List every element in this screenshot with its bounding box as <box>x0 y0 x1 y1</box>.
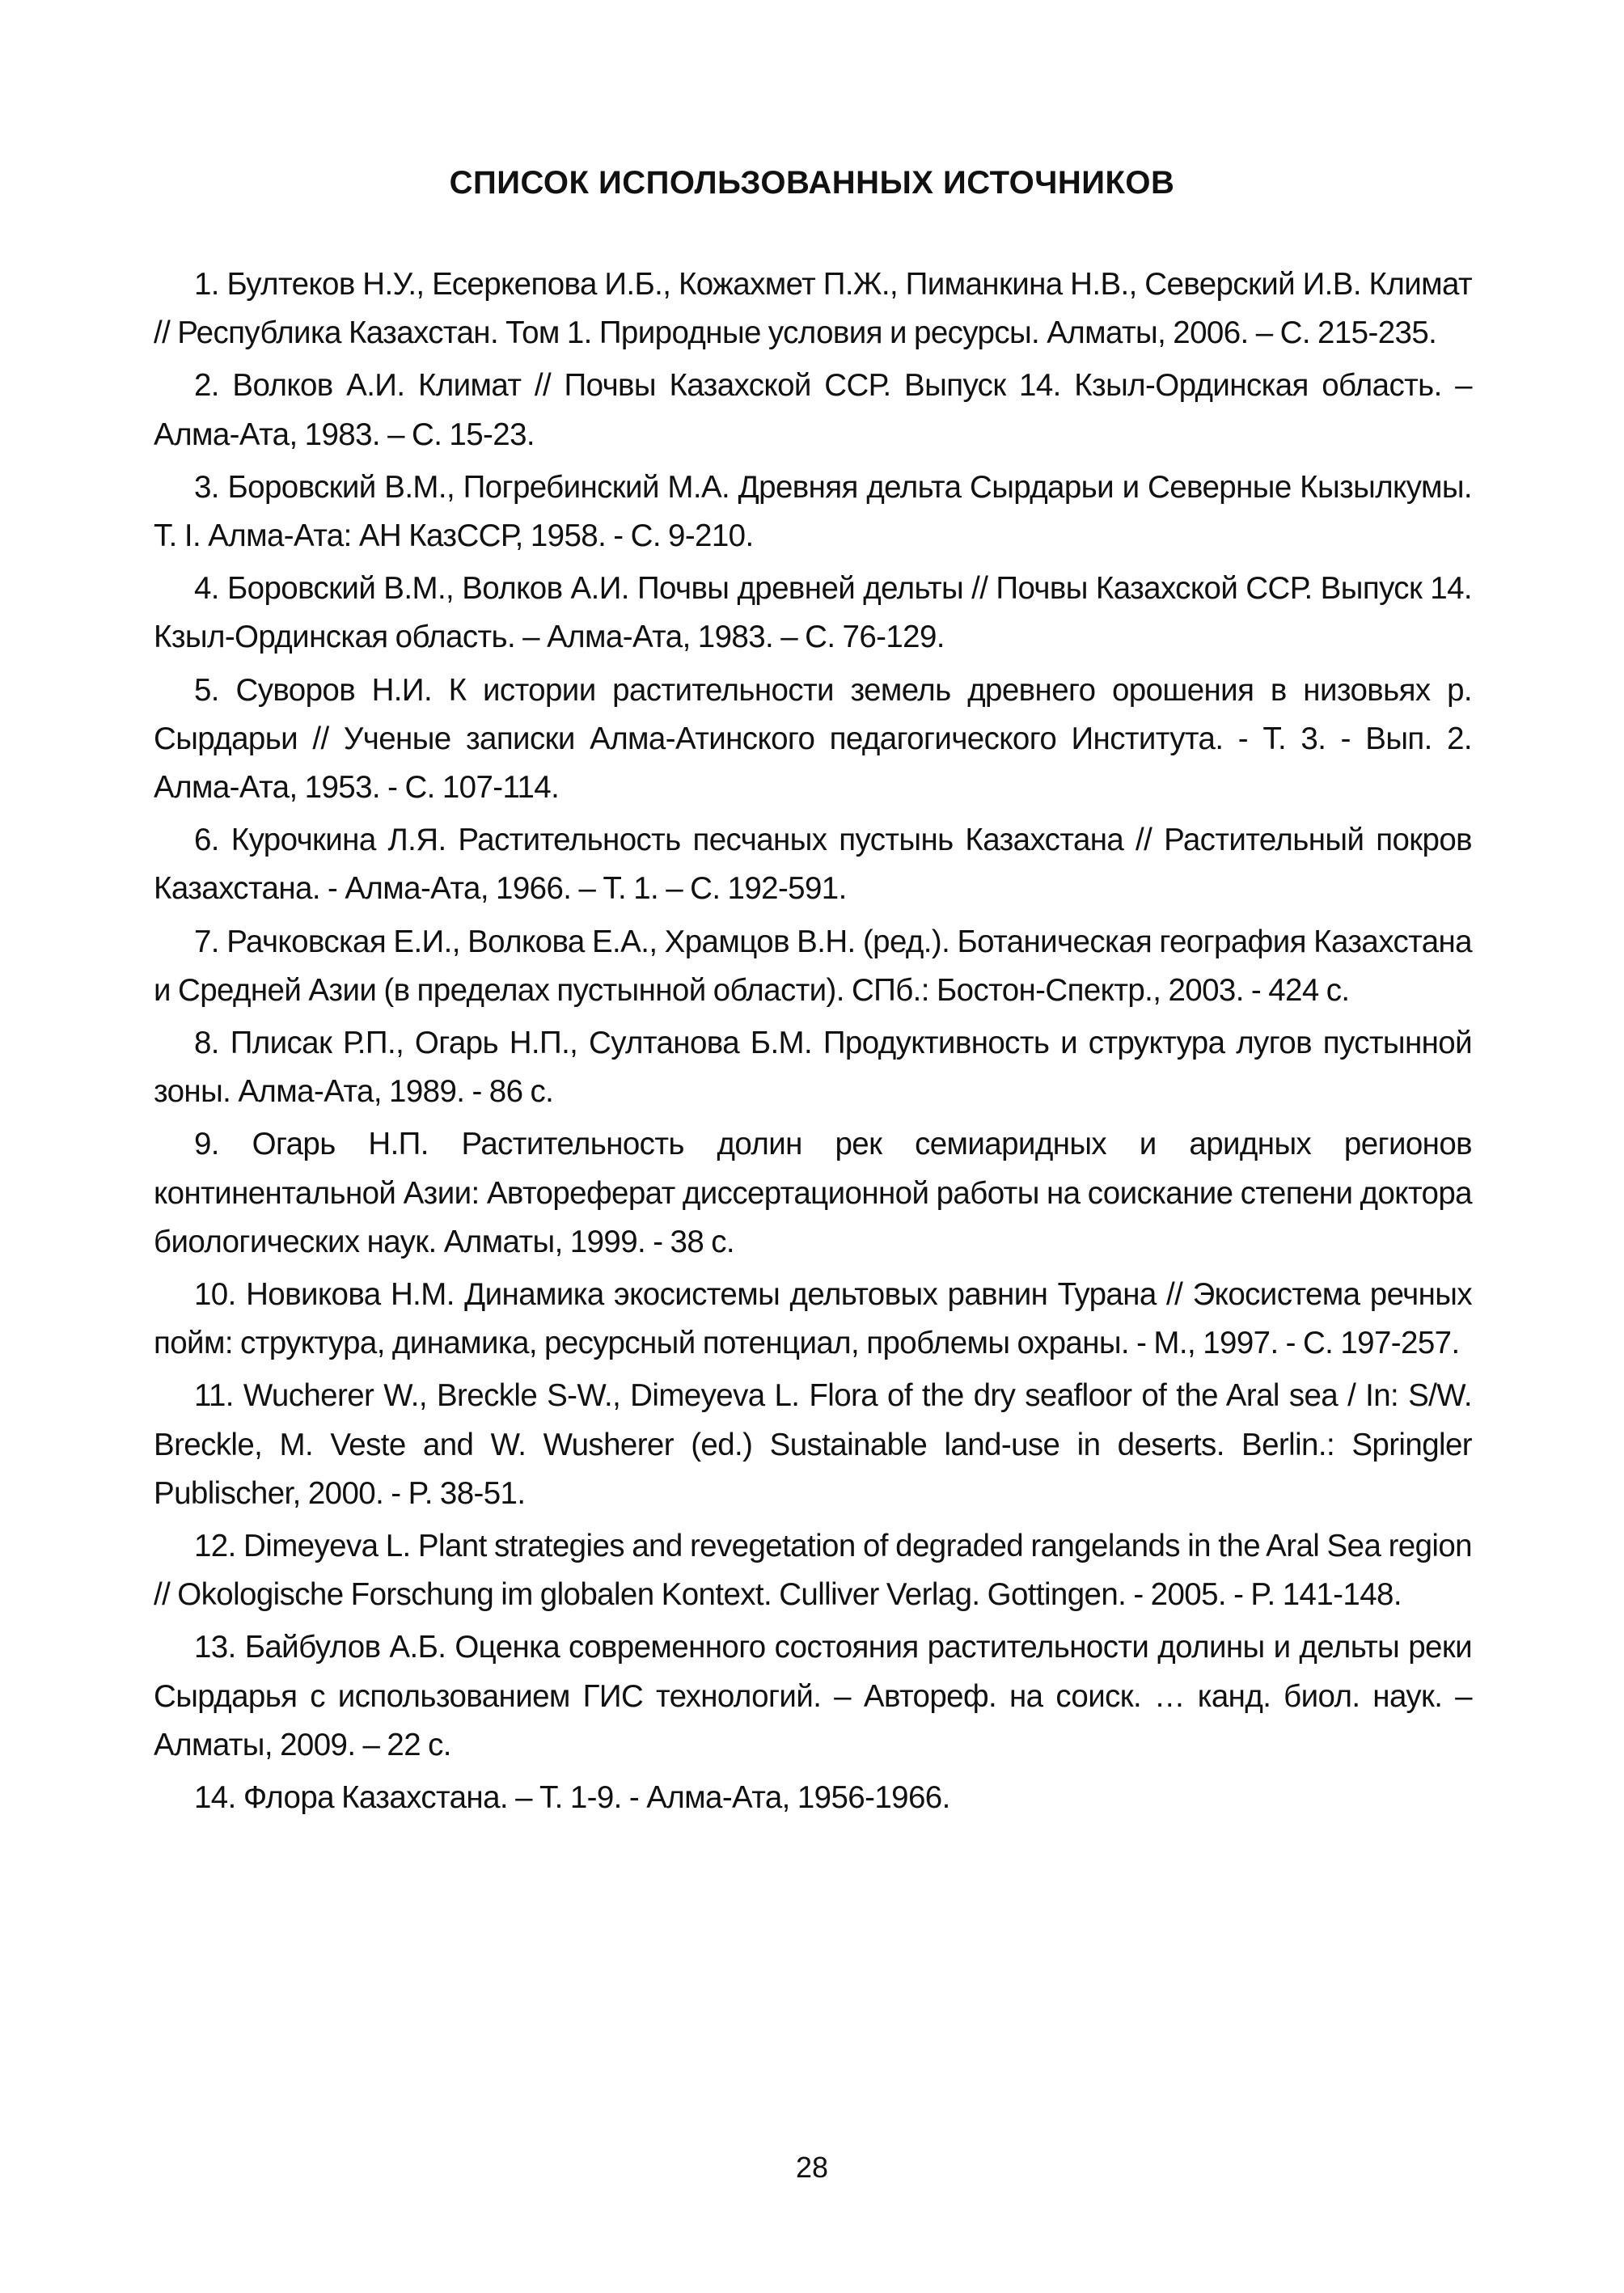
reference-number: 5. <box>194 672 219 708</box>
reference-item <box>154 1372 1472 1518</box>
references-list <box>154 260 1472 1826</box>
reference-text: Флора Казахстана. – Т. 1-9. - Алма-Ата, 1956-1966. <box>243 1780 950 1816</box>
reference-item <box>154 565 1472 662</box>
reference-number: 1. <box>194 267 219 302</box>
reference-number: 9. <box>194 1127 219 1162</box>
reference-text: Огарь Н.П. Растительность долин рек семиаридных и аридных регионов континентальной Азии: Автореферат диссертационной работы на соискание степени доктора биологических наук. Алматы, 1999. - 38 с. <box>154 1127 1472 1259</box>
reference-number: 11. <box>194 1378 234 1414</box>
reference-item <box>154 463 1472 561</box>
reference-number: 8. <box>194 1026 219 1061</box>
reference-item <box>154 1623 1472 1770</box>
reference-number: 10. <box>194 1277 236 1313</box>
reference-number: 13. <box>194 1630 236 1665</box>
reference-item <box>154 1120 1472 1267</box>
page-number: 28 <box>795 2151 829 2184</box>
reference-text: Суворов Н.И. К истории растительности земель древнего орошения в низовьях р. Сырдарьи // Ученые записки Алма-Атинского педагогического Института. - Т. 3. - Вып. 2. Алма-Ата, 1953. - С. 107-114. <box>154 672 1472 806</box>
reference-item <box>154 1522 1472 1619</box>
reference-text: Бултеков Н.У., Есеркепова И.Б., Кожахмет П.Ж., Пиманкина Н.В., Северский И.В. Климат // Республика Казахстан. Том 1. Природные условия и ресурсы. Алматы, 2006. – С. 215-235. <box>154 267 1472 351</box>
reference-item <box>154 1019 1472 1116</box>
reference-text: Байбулов А.Б. Оценка современного состояния растительности долины и дельты реки Сырдарья с использованием ГИС технологий. – Автореф. на соиск. … канд. биол. наук. – Алматы, 2009. – 22 с. <box>154 1630 1472 1762</box>
reference-number: 6. <box>194 823 219 858</box>
reference-item <box>154 1271 1472 1368</box>
reference-number: 12. <box>194 1529 236 1564</box>
reference-item <box>154 1774 1472 1822</box>
reference-item <box>154 362 1472 459</box>
reference-number: 7. <box>194 924 219 959</box>
reference-text: Рачковская Е.И., Волкова Е.А., Храмцов В.Н. (ред.). Ботаническая география Казахстана и Средней Азии (в пределах пустынной области). СПб.: Бостон-Спектр., 2003. - 424 с. <box>154 924 1472 1008</box>
reference-number: 4. <box>194 571 219 607</box>
reference-item <box>154 260 1472 357</box>
reference-number: 14. <box>194 1780 236 1816</box>
reference-item <box>154 918 1472 1015</box>
reference-text: Боровский В.М., Погребинский М.А. Древняя дельта Сырдарьи и Северные Кызылкумы. Т. I. Алма-Ата: АН КазССР, 1958. - С. 9-210. <box>154 469 1472 554</box>
reference-text: Wucherer W., Breckle S-W., Dimeyeva L. Flora of the dry seafloor of the Aral sea / In: S/W. Breckle, M. Veste and W. Wusherer (ed.) Sustainable land-use in deserts. Berlin.: Springler Publischer, 2000. - P. 38-51. <box>154 1378 1472 1511</box>
reference-text: Dimeyeva L. Plant strategies and revegetation of degraded rangelands in the Aral Sea region // Okologische Forschung im globalen Kontext. Culliver Verlag. Gottingen. - 2005. - P. 141-148. <box>154 1529 1472 1613</box>
reference-number: 3. <box>194 469 219 505</box>
reference-text: Боровский В.М., Волков А.И. Почвы древней дельты // Почвы Казахской ССР. Выпуск 14. Кзыл-Ординская область. – Алма-Ата, 1983. – С. 76-129. <box>154 571 1472 655</box>
reference-number: 2. <box>194 368 219 404</box>
reference-text: Плисак Р.П., Огарь Н.П., Султанова Б.М. Продуктивность и структура лугов пустынной зоны. Алма-Ата, 1989. - 86 с. <box>154 1026 1472 1110</box>
reference-text: Волков А.И. Климат // Почвы Казахской ССР. Выпуск 14. Кзыл-Ординская область. – Алма-Ата, 1983. – С. 15-23. <box>154 368 1472 452</box>
reference-text: Курочкина Л.Я. Растительность песчаных пустынь Казахстана // Растительный покров Казахстана. - Алма-Ата, 1966. – Т. 1. – С. 192-591. <box>154 823 1472 907</box>
reference-item <box>154 816 1472 913</box>
page-title: СПИСОК ИСПОЛЬЗОВАННЫХ ИСТОЧНИКОВ <box>449 165 1175 201</box>
reference-item <box>154 666 1472 813</box>
reference-text: Новикова Н.М. Динамика экосистемы дельтовых равнин Турана // Экосистема речных пойм: структура, динамика, ресурсный потенциал, проблемы охраны. - М., 1997. - С. 197-257. <box>154 1277 1472 1361</box>
